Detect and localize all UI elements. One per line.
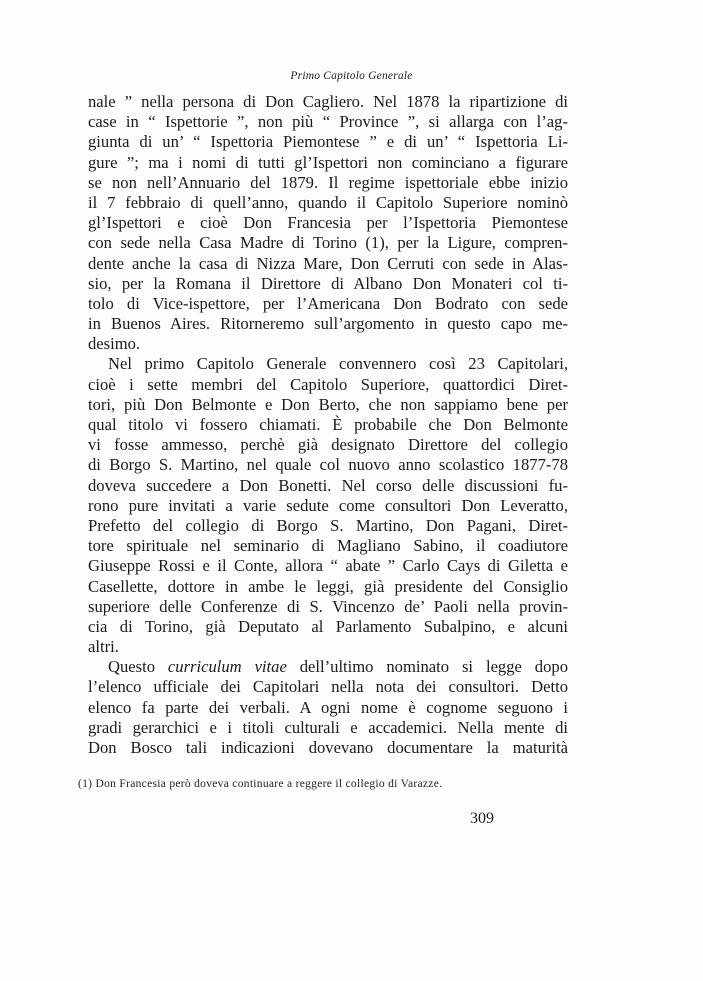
text-line: tolo di Vice-ispettore, per l’Americana Don Bodrato con sede bbox=[88, 293, 568, 313]
text-line: tore spirituale nel seminario di Magliano Sabino, il coadiutore bbox=[88, 536, 568, 556]
text-line: Casellette, dottore in ambe le leggi, già presidente del Consiglio bbox=[88, 576, 568, 596]
paragraph-1 bbox=[88, 92, 568, 354]
text-line: il 7 febbraio di quell’anno, quando il Capitolo Superiore nominò bbox=[88, 192, 568, 212]
text-line: l’elenco ufficiale dei Capitolari nella nota dei consultori. Detto bbox=[88, 677, 568, 697]
italic-phrase: curriculum vitae bbox=[167, 657, 287, 677]
text-line: altri. bbox=[88, 637, 119, 657]
page-number: 309 bbox=[470, 810, 494, 827]
paragraph-2 bbox=[88, 354, 568, 657]
footnote-marker: (1) bbox=[78, 778, 93, 790]
text-line: gradi gerarchici e i titoli culturali e accademici. Nella mente di bbox=[88, 717, 568, 737]
text-line: elenco fa parte dei verbali. A ogni nome è cognome seguono i bbox=[88, 697, 568, 717]
text-line: case in “ Ispettorie ”, non più “ Province ”, si allarga con l’ag- bbox=[88, 112, 568, 132]
text-run: Questo bbox=[108, 657, 168, 677]
text-run: dell’ultimo nominato si legge dopo bbox=[286, 657, 568, 677]
text-line: sio, per la Romana il Direttore di Albano Don Monateri col ti- bbox=[88, 273, 568, 293]
text-line: desimo. bbox=[88, 334, 141, 354]
text-line: con sede nella Casa Madre di Torino (1), per la Ligure, compren- bbox=[88, 233, 568, 253]
text-line: tori, più Don Belmonte e Don Berto, che non sappiamo bene per bbox=[88, 394, 568, 414]
text-line: nale ” nella persona di Don Cagliero. Nel 1878 la ripartizione di bbox=[88, 92, 568, 111]
text-line: gure ”; ma i nomi di tutti gl’Ispettori non cominciano a figurare bbox=[88, 152, 568, 172]
text-line: Nel primo Capitolo Generale convennero così 23 Capitolari, bbox=[108, 354, 568, 374]
text-line: gl’Ispettori e cioè Don Francesia per l’Ispettoria Piemontese bbox=[88, 213, 568, 233]
text-line: superiore delle Conferenze di S. Vincenzo de’ Paoli nella provin- bbox=[88, 596, 568, 616]
footnote bbox=[78, 778, 442, 790]
paragraph-3 bbox=[88, 657, 568, 758]
text-line: doveva succedere a Don Bonetti. Nel corso delle discussioni fu- bbox=[88, 475, 568, 495]
text-line: se non nell’Annuario del 1879. Il regime ispettoriale ebbe inizio bbox=[88, 172, 568, 192]
body-text bbox=[88, 92, 568, 758]
running-head: Primo Capitolo Generale bbox=[290, 70, 413, 82]
text-line: in Buenos Aires. Ritorneremo sull’argomento in questo capo me- bbox=[88, 314, 568, 334]
text-line: qual titolo vi fossero chiamati. È probabile che Don Belmonte bbox=[88, 415, 568, 434]
footnote-text: Don Francesia però doveva continuare a reggere il collegio di Varazze. bbox=[95, 778, 443, 790]
text-line bbox=[88, 657, 568, 677]
text-line: Don Bosco tali indicazioni dovevano documentare la maturità bbox=[88, 738, 568, 757]
text-line: Prefetto del collegio di Borgo S. Martino, Don Pagani, Diret- bbox=[88, 515, 568, 535]
text-line: cioè i sette membri del Capitolo Superiore, quattordici Diret- bbox=[88, 374, 568, 394]
text-line: dente anche la casa di Nizza Mare, Don Cerruti con sede in Alas- bbox=[88, 253, 568, 273]
text-line: cia di Torino, già Deputato al Parlamento Subalpino, e alcuni bbox=[88, 616, 568, 636]
text-line: giunta di un’ “ Ispettoria Piemontese ” e di un’ “ Ispettoria Li- bbox=[88, 132, 568, 152]
text-line: vi fosse ammesso, perchè già designato Direttore del collegio bbox=[88, 435, 568, 455]
text-line: di Borgo S. Martino, nel quale col nuovo anno scolastico 1877-78 bbox=[88, 455, 568, 475]
text-line: Giuseppe Rossi e il Conte, allora “ abate ” Carlo Cays di Giletta e bbox=[88, 556, 568, 576]
text-line: rono pure invitati a varie sedute come consultori Don Leveratto, bbox=[88, 495, 568, 515]
